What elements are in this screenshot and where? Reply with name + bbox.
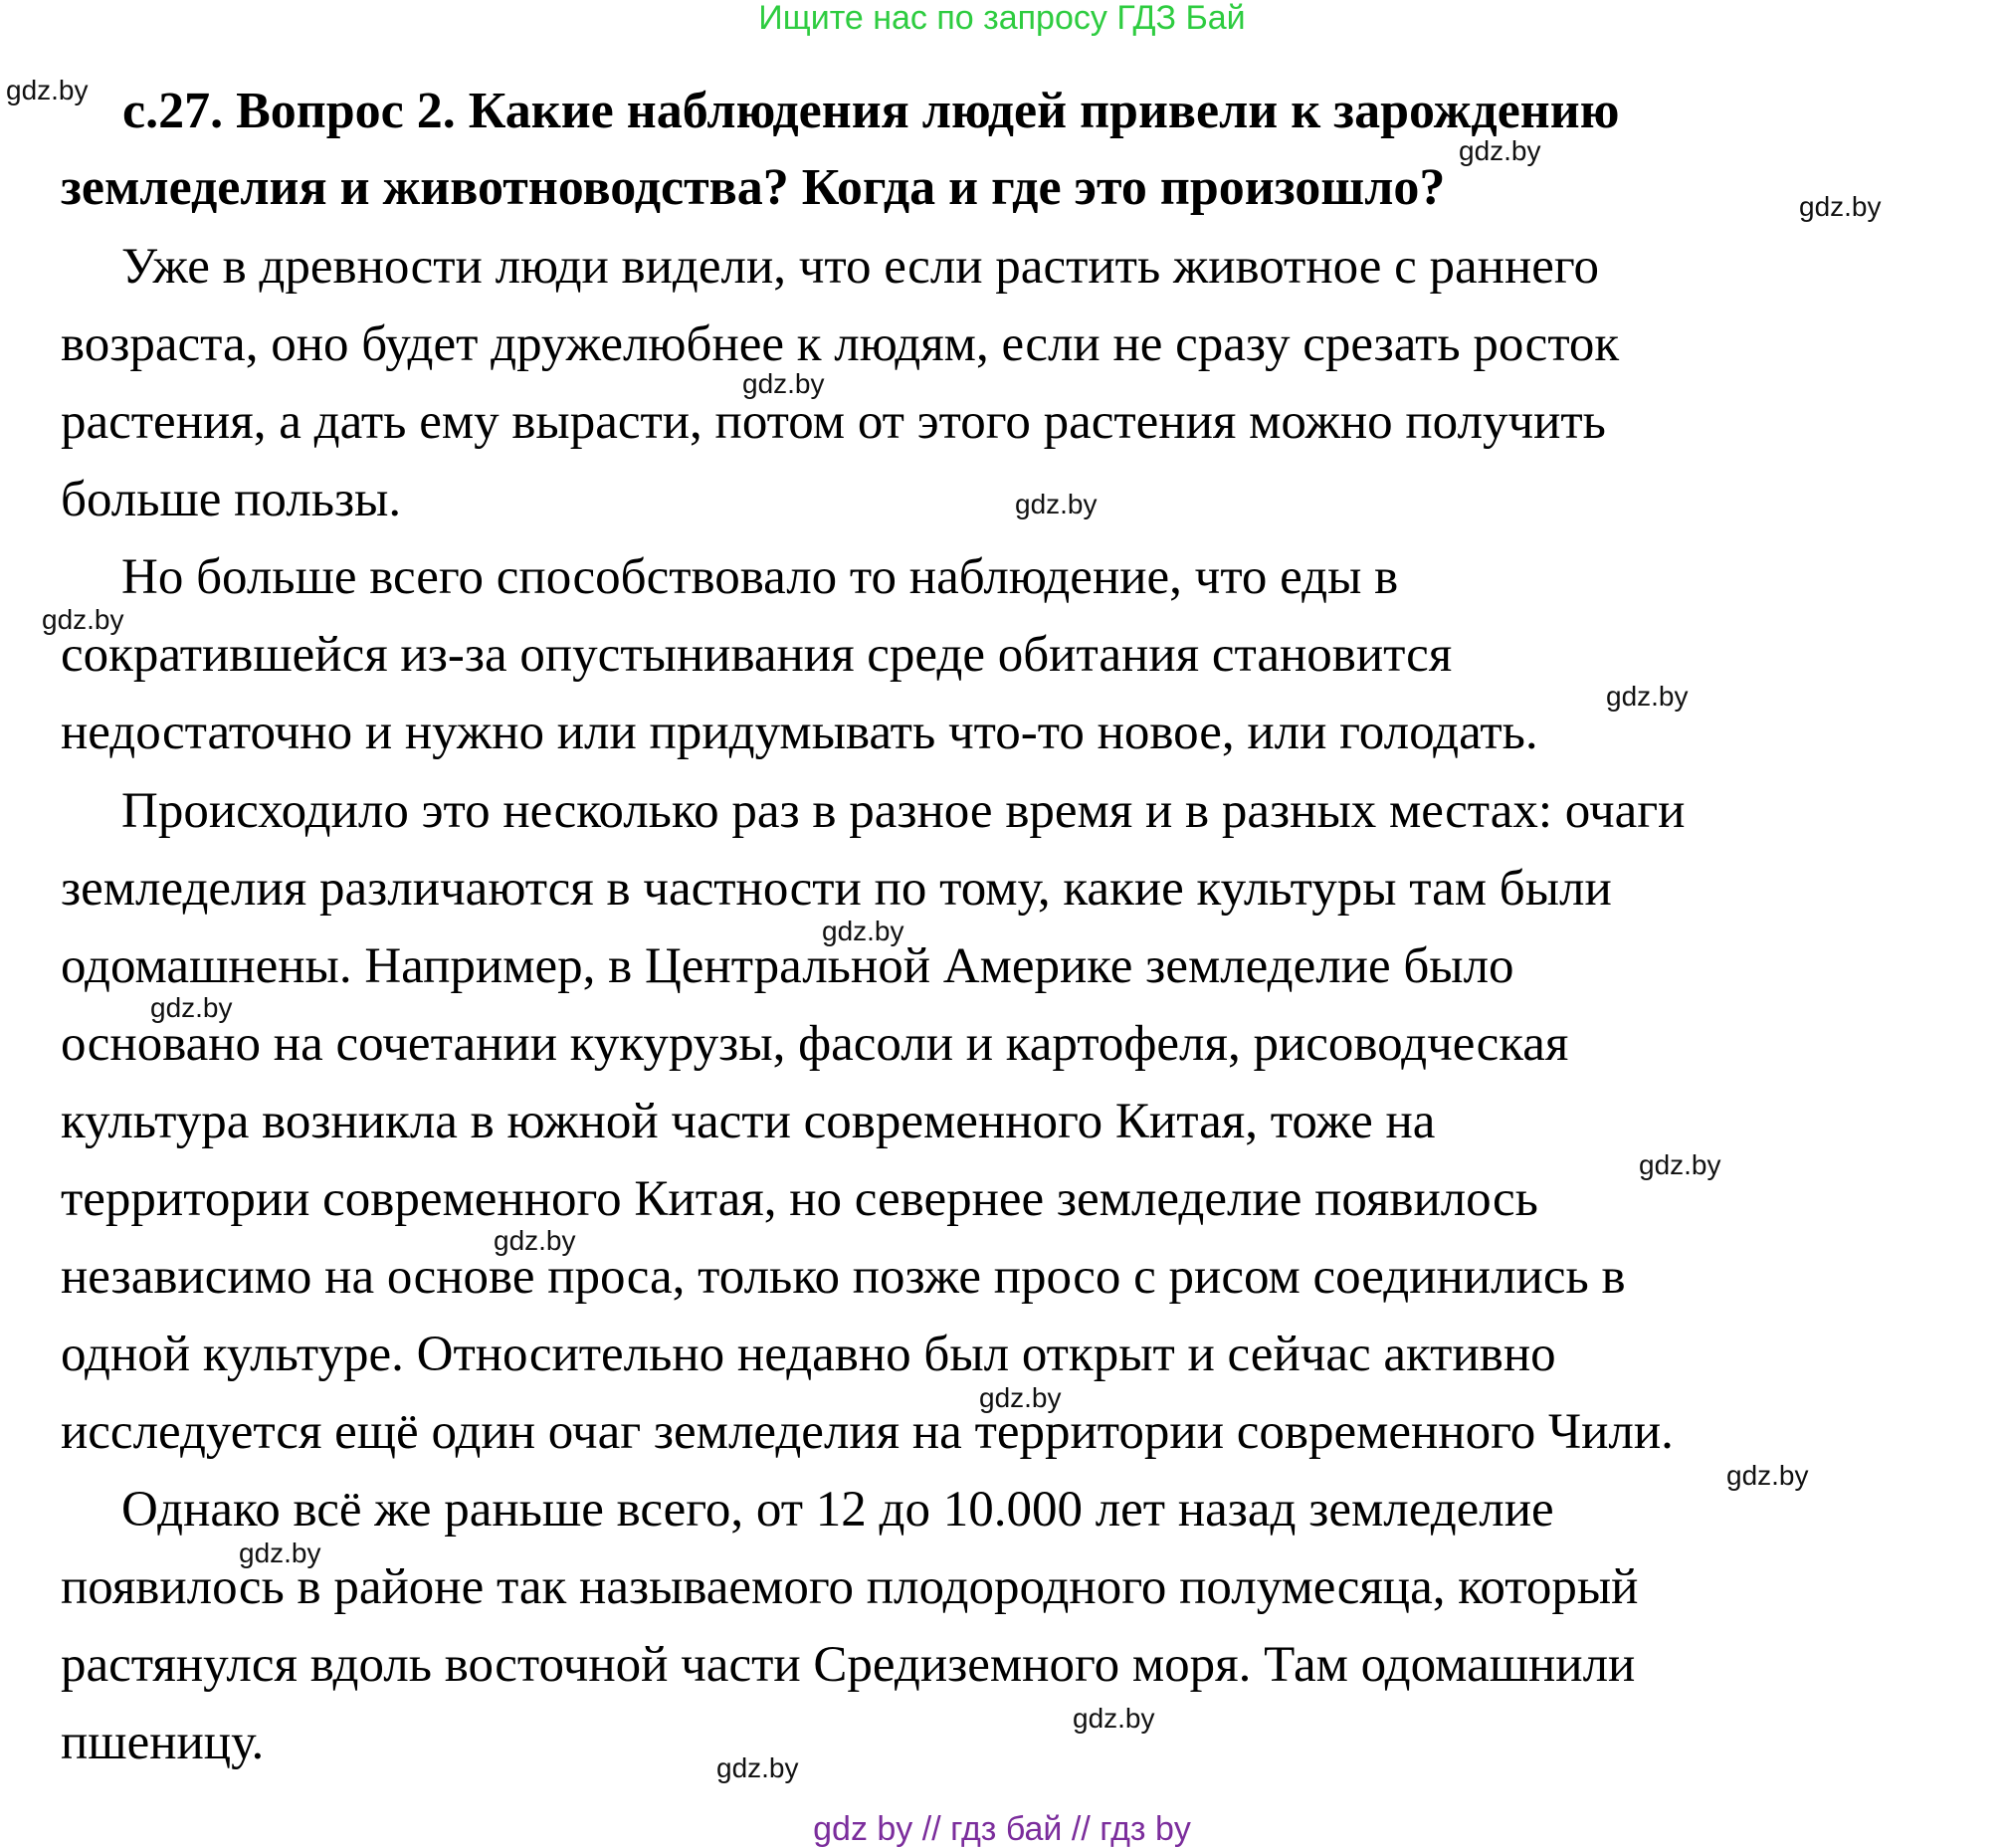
paragraph-line: основано на сочетании кукурузы, фасоли и картофеля, рисоводческая: [61, 1016, 1569, 1072]
paragraph-line: земледелия различаются в частности по тому, какие культуры там были: [61, 861, 1612, 917]
paragraph-line: одомашнены. Например, в Центральной Америке земледелие было: [61, 938, 1514, 994]
watermark: gdz.by: [742, 368, 825, 399]
paragraph-line: сократившейся из-за опустынивания среде обитания становится: [61, 627, 1453, 683]
watermark: gdz.by: [6, 75, 89, 105]
watermark: gdz.by: [150, 992, 233, 1023]
footer-links: gdz by // гдз бай // гдз by: [813, 1810, 1191, 1848]
paragraph-line: Происходило это несколько раз в разное время и в разных местах: очаги: [121, 783, 1686, 839]
paragraph-line: культура возникла в южной части современного Китая, тоже на: [61, 1094, 1436, 1149]
top-banner: Ищите нас по запросу ГДЗ Бай: [758, 0, 1246, 37]
paragraph-line: одной культуре. Относительно недавно был открыт и сейчас активно: [61, 1327, 1556, 1382]
paragraph-line: Уже в древности люди видели, что если растить животное с раннего: [121, 239, 1600, 295]
paragraph-line: исследуется ещё один очаг земледелия на территории современного Чили.: [61, 1404, 1674, 1460]
watermark: gdz.by: [42, 604, 124, 635]
watermark: gdz.by: [1459, 135, 1541, 166]
watermark: gdz.by: [1015, 489, 1098, 519]
watermark: gdz.by: [1073, 1703, 1155, 1734]
paragraph-line: растянулся вдоль восточной части Средиземного моря. Там одомашнили: [61, 1637, 1636, 1693]
paragraph-line: территории современного Китая, но севернее земледелие появилось: [61, 1171, 1538, 1227]
watermark: gdz.by: [1799, 191, 1882, 222]
paragraph-line: возраста, оно будет дружелюбнее к людям, если не сразу срезать росток: [61, 316, 1620, 372]
paragraph-line: появилось в районе так называемого плодородного полумесяца, который: [61, 1559, 1639, 1615]
watermark: gdz.by: [1726, 1460, 1809, 1491]
watermark: gdz.by: [1639, 1149, 1721, 1180]
heading-line-2: земледелия и животноводства? Когда и где это произошло?: [61, 159, 1446, 216]
paragraph-line: растения, а дать ему вырасти, потом от этого растения можно получить: [61, 394, 1606, 450]
watermark: gdz.by: [494, 1225, 576, 1256]
heading-line-1: с.27. Вопрос 2. Какие наблюдения людей привели к зарождению: [122, 83, 1620, 139]
paragraph-line: независимо на основе проса, только позже просо с рисом соединились в: [61, 1249, 1626, 1305]
paragraph-line: недостаточно и нужно или придумывать что-то новое, или голодать.: [61, 705, 1538, 760]
paragraph-line: Но больше всего способствовало то наблюдение, что еды в: [121, 549, 1399, 605]
paragraph-line: пшеницу.: [61, 1715, 265, 1770]
watermark: gdz.by: [1606, 681, 1689, 712]
paragraph-line: Однако всё же раньше всего, от 12 до 10.000 лет назад земледелие: [121, 1482, 1554, 1538]
watermark: gdz.by: [822, 916, 904, 946]
watermark: gdz.by: [716, 1752, 799, 1783]
paragraph-line: больше пользы.: [61, 472, 402, 527]
watermark: gdz.by: [239, 1538, 321, 1568]
watermark: gdz.by: [979, 1382, 1062, 1413]
